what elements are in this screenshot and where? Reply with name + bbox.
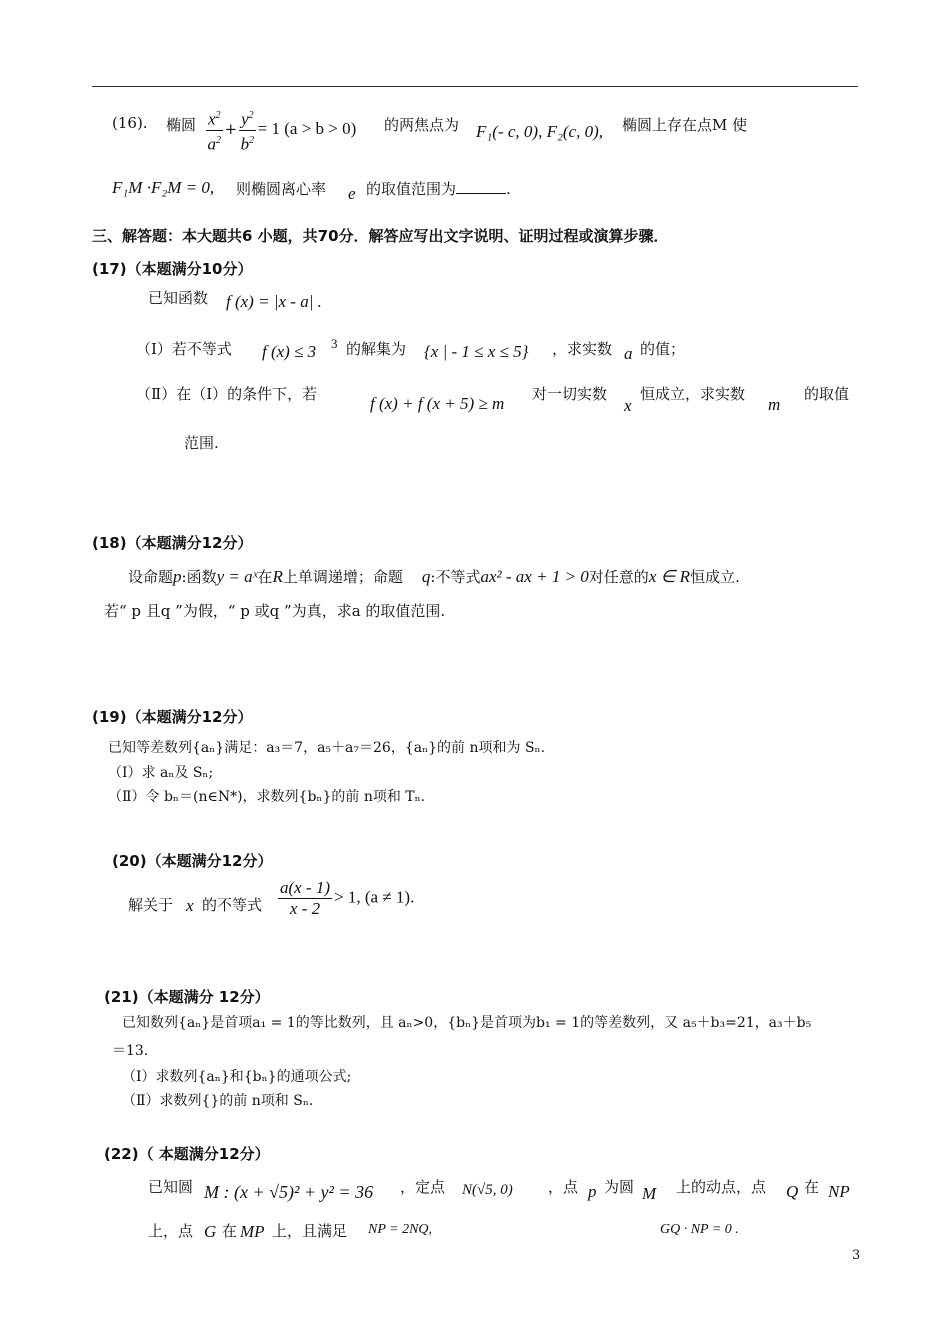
page-number: 3 (852, 1248, 861, 1263)
q22-MP: MP (240, 1222, 265, 1241)
q17-part1-a: （Ⅰ）若不等式 (136, 340, 232, 358)
q17-part2-c: 恒成立，求实数 (640, 385, 746, 403)
q16-ellipse-equation: $\frac{x^2}{a^2}$ + $\frac{y^2}{b^2}$ = 1 (a > b > 0) (204, 106, 356, 154)
q22-NP: NP (828, 1182, 850, 1201)
q20-x: x (186, 896, 194, 915)
q16-text-2: 的两焦点为 (384, 116, 460, 134)
q22-title: (22)（ 本题满分12分） (104, 1145, 270, 1163)
q16-condition: F₁M ·F₂M = 0, (112, 178, 215, 197)
q17-part2-d: 的取值 (804, 385, 850, 403)
q20-title: (20)（本题满分12分） (112, 852, 273, 870)
q17-part1-d: ，求实数 (552, 340, 613, 358)
q22-line1c: ，点 (548, 1178, 579, 1196)
q17-m: m (768, 395, 781, 414)
q22-Q: Q (786, 1182, 799, 1201)
q21-line2: ＝13. (112, 1043, 149, 1059)
q22-line2c: 上，且满足 (272, 1222, 348, 1240)
q21-line4: （Ⅱ）求数列{}的前 n项和 Sₙ. (122, 1093, 314, 1109)
section-3-heading: 三、解答题：本大题共6 小题，共70分．解答应写出文字说明、证明过程或演算步骤． (92, 227, 669, 245)
answer-blank (456, 181, 506, 194)
q16-text-4: 则椭圆离心率 (236, 180, 327, 198)
q22-line2a: 上，点 (148, 1222, 194, 1240)
q17-part1-e: 的值； (640, 340, 686, 358)
q17-line1: 已知函数 (148, 289, 209, 307)
q19-line2: （Ⅰ）求 aₙ及 Sₙ; (108, 765, 214, 781)
q22-line2b: 在 (222, 1222, 238, 1240)
q19-line1: 已知等差数列{aₙ}满足：a₃＝7，a₅＋a₇＝26，{aₙ}的前 n项和为 Sₙ. (108, 740, 546, 756)
q22-circle-equation: M : (x + √5)² + y² = 36 (204, 1182, 374, 1202)
q22-p: p (588, 1182, 597, 1201)
q16-text-3: 椭圆上存在点M 使 (622, 116, 748, 134)
q18-title: (18)（本题满分12分） (92, 534, 253, 552)
q16-number: (16). (112, 114, 148, 132)
q16-text-5: 的取值范围为 . (366, 180, 511, 198)
q20-line1a: 解关于 (128, 896, 174, 914)
q20-fraction: $\frac{a(x - 1)}{x - 2}$ > 1, (a ≠ 1). (280, 878, 415, 918)
q17-inequality: f (x) ≤ 3 (262, 342, 317, 361)
q22-vector-condition-2: GQ · NP = 0 . (660, 1222, 739, 1237)
q17-part2-a: （Ⅱ）在（Ⅰ）的条件下，若 (136, 385, 318, 403)
q17-part2-e: 范围. (184, 434, 219, 452)
q17-part1-c: 的解集为 (346, 340, 407, 358)
q21-line1: 已知数列{aₙ}是首项a₁ = 1的等比数列，且 aₙ>0，{bₙ}是首项为b₁ = 1的等差数列，又 a₅＋b₃=21，a₃＋b₅ (122, 1015, 812, 1031)
q22-line1a: 已知圆 (148, 1178, 194, 1196)
q19-title: (19)（本题满分12分） (92, 708, 253, 726)
q17-solution-set: {x | - 1 ≤ x ≤ 5} (424, 342, 529, 361)
q22-line1b: ，定点 (400, 1178, 446, 1196)
q21-line3: （Ⅰ）求数列{aₙ}和{bₙ}的通项公式; (122, 1069, 352, 1085)
q17-title: (17)（本题满分10分） (92, 260, 253, 278)
q22-G: G (204, 1222, 217, 1241)
q17-function: f (x) = |x - a| . (226, 292, 322, 311)
header-rule (92, 86, 858, 87)
q16-e: e (348, 184, 356, 203)
q22-line1f: 在 (804, 1178, 820, 1196)
q16-text-1: 椭圆 (166, 116, 197, 134)
q22-line1e: 上的动点，点 (676, 1178, 767, 1196)
q17-x: x (624, 396, 632, 415)
q22-vector-condition-1: NP = 2NQ, (368, 1222, 433, 1237)
q17-inequality-2: f (x) + f (x + 5) ≥ m (370, 394, 505, 413)
q22-line1d: 为圆 (604, 1178, 635, 1196)
q18-line1: 设命题p:函数y = aˣ在R上单调递增；命题 q:不等式ax² - ax + 1 > 0对任意的x ∈ R恒成立. (128, 567, 740, 586)
q17-superscript: 3 (331, 336, 338, 351)
q17-part2-b: 对一切实数 (532, 385, 608, 403)
q21-title: (21)（本题满分 12分） (104, 988, 270, 1006)
q22-point-N: N(√5, 0) (462, 1182, 513, 1198)
q22-M: M (642, 1184, 657, 1203)
q18-line2: 若“ p 且q ”为假，“ p 或q ”为真，求a 的取值范围. (104, 602, 446, 620)
q19-line3: （Ⅱ）令 bₙ＝(n∈N*)，求数列{bₙ}的前 n项和 Tₙ. (108, 789, 426, 805)
q16-foci: F₁(- c, 0), F₂(c, 0), (476, 122, 603, 141)
q20-line1b: 的不等式 (202, 896, 263, 914)
q17-a: a (624, 344, 633, 363)
